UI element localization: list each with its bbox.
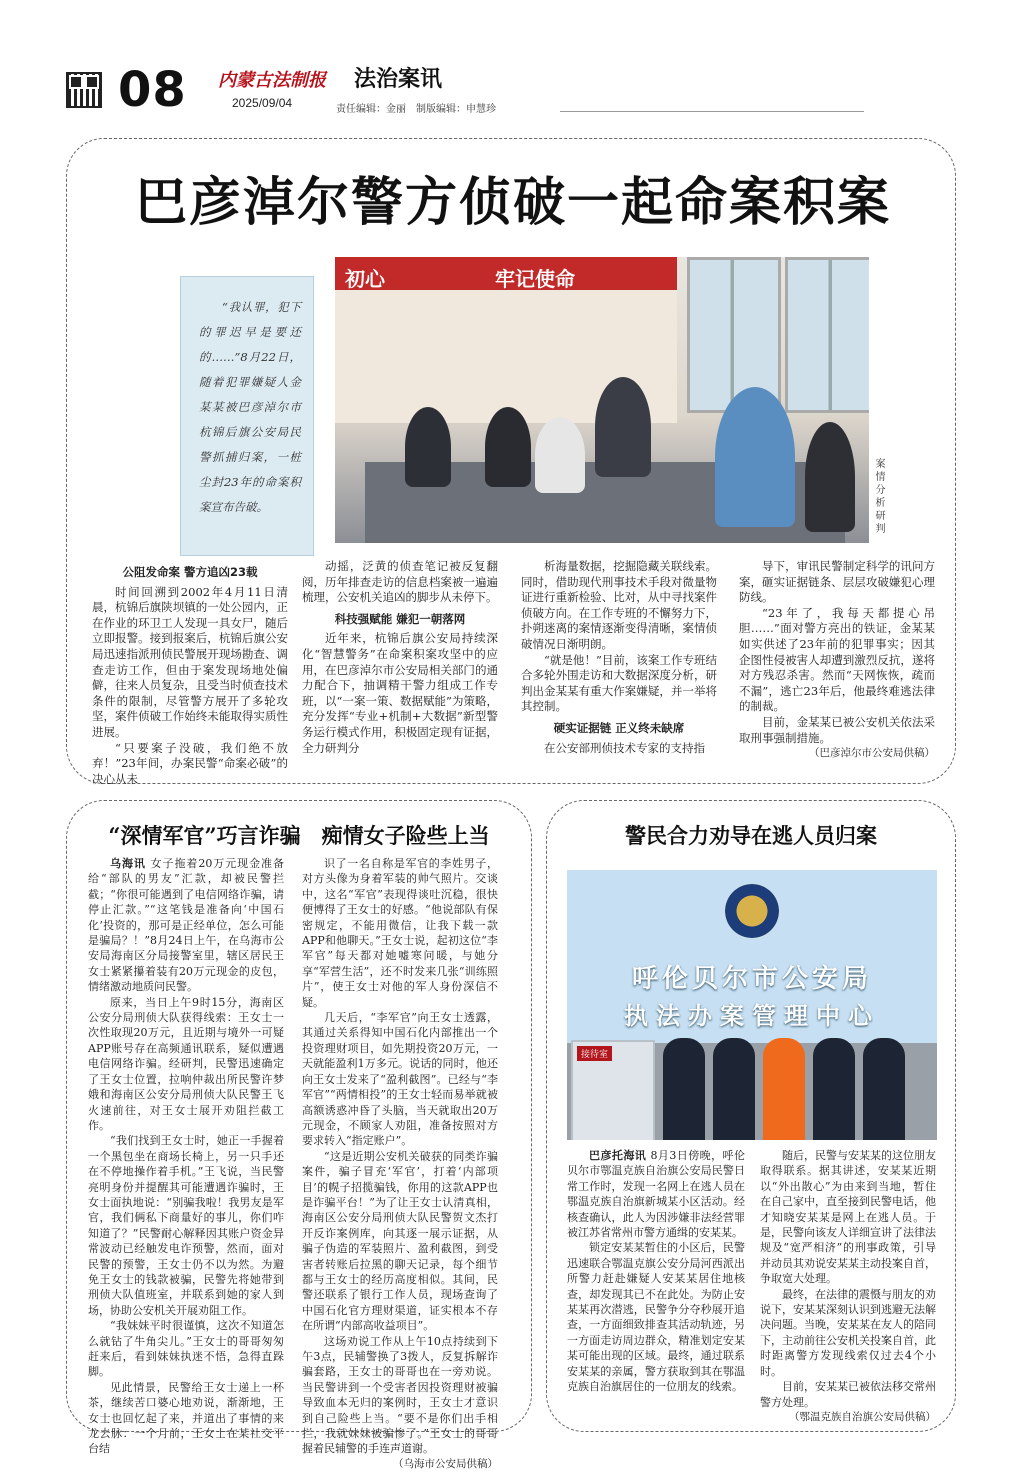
photo-sign-line-1: 呼伦贝尔市公安局 [631, 964, 872, 994]
dateline: 乌海讯 [110, 857, 151, 870]
page-number: 08 [118, 62, 187, 118]
police-emblem-icon [725, 884, 779, 938]
photo-banner-text-1: 初心 [345, 267, 385, 291]
subheading: 科技强赋能 嫌犯一朝落网 [334, 611, 466, 626]
photo-person [535, 417, 585, 493]
header-rule [560, 111, 864, 112]
photo-person [405, 407, 451, 487]
paragraph: 这场劝说工作从上午10点持续到下午3点，民辅警换了3拨人，反复拆解诈骗套路，王女士的哥哥也在一旁劝说。当民警讲到一个受害者因投资理财被骗导致血本无归的案例时，王女士才意识到自己险些上当。“要不是你们出手相拦，我就妹妹被骗惨了。”王女士的哥哥握着民辅警的手连声道谢。 [302, 1334, 498, 1456]
article1-lead: “我认罪，犯下的罪迟早是要还的……”8月22日，随着犯罪嫌疑人金某某被巴彦淖尔市杭锦后旗公安局民警抓捕归案，一桩尘封23年的命案积案宣布告破。 [180, 276, 314, 556]
paragraph: 近年来，杭锦后旗公安局持续深化“智慧警务”在命案积案攻坚中的应用，在巴彦淖尔市公安局相关部门的通力配合下，抽调精干警力组成工作专班，以“一案一策、数据赋能”为策略，充分发挥“专业+机制+大数据”新型警务运行模式作用，积极固定现有证据，全力研判分 [302, 631, 498, 755]
paragraph: 析海量数据，挖掘隐藏关联线索。同时，借助现代刑事技术手段对微量物证进行重新检验、比对，从中寻找案件侦破方向。在工作专班的不懈努力下，扑朔迷离的案情逐渐变得清晰，案情侦破情况日渐明朗。 [521, 559, 717, 651]
subheading: 硬实证据链 正义终未缺席 [553, 720, 685, 735]
issue-date: 2025/09/04 [232, 96, 293, 110]
photo-suspect [763, 1038, 805, 1140]
article2-headline: “深情军官”巧言诈骗 痴情女子险些上当 [108, 823, 490, 848]
photo-door-label: 接待室 [577, 1046, 612, 1061]
photo-person [715, 387, 795, 527]
article1-column-2 [302, 559, 498, 756]
photo-person [485, 407, 531, 487]
paragraph: 在公安部刑侦技术专家的支持指 [544, 740, 705, 755]
article3-photo [567, 870, 937, 1140]
paragraph: 识了一名自称是军官的李姓男子，对方头像为身着军装的帅气照片。交谈中，这名“军官”表现得谈吐沉稳，很快便博得了王女士的好感。“他说部队有保密规定，不能用微信，让我下载一款APP和他聊天。”王女士说，起初这位“李军官”每天都对她嘘寒问暖，与她分享“军营生活”，还不时发来几张“训练照片”，使王女士对他的军人身份深信不疑。 [302, 857, 498, 1009]
source-credit: （乌海市公安局供稿） [393, 1457, 498, 1470]
article3-headline: 警民合力劝导在逃人员归案 [625, 823, 877, 848]
paragraph: 动摇，泛黄的侦查笔记被反复翻阅，历年排查走访的信息档案被一遍遍梳理，公安机关追凶的脚步从未停下。 [302, 559, 498, 605]
article1-photo [335, 257, 869, 543]
article3-column-2 [760, 1148, 936, 1425]
source-credit: （鄂温克族自治旗公安局供稿） [789, 1410, 936, 1423]
photo-sign-line-2: 执法办案管理中心 [624, 1002, 880, 1030]
photo-officer [713, 1038, 755, 1140]
article1-headline: 巴彦淖尔警方侦破一起命案积案 [134, 172, 891, 233]
article1-photo-caption: 案情分析研判 [873, 458, 884, 536]
photo-person [595, 377, 651, 477]
paragraph: 乌海讯 女子拖着20万元现金准备给“部队的男友”汇款，却被民警拦截；“你很可能遇到了电信网络诈骗，请停止汇款。”“这笔钱是准备向‘中国石化’投资的，那可是正经单位，怎么可能是骗局？！”8月24日上午，在乌海市公安局海南区分局接警室里，辖区居民王女士紧紧攥着装有20万元现金的皮包，情绪激动地质问民警。 [88, 857, 284, 994]
paragraph: 导下，审讯民警制定科学的讯问方案，砸实证据链条、层层攻破嫌犯心理防线。 [739, 559, 935, 605]
paragraph: “这是近期公安机关破获的同类诈骗案件，骗子冒充‘军官’，打着‘内部项目’的幌子招揽骗钱，你用的这款APP也是诈骗平台！”为了让王女士认清真相，海南区公安分局刑侦大队民警贺文杰打开反诈案例库，向其逐一展示证据，从骗子伪造的军装照片、盈利截图，到受害者转账后拉黑的聊天记录，每个细节都与王女士的经历高度相似。其间，民警还联系了银行工作人员，现场查询了中国石化官方理财渠道，证实根本不存在所谓“内部高收益项目”。 [302, 1149, 498, 1333]
paragraph: “我妹妹平时很谨慎，这次不知道怎么就钻了牛角尖儿。”王女士的哥哥匆匆赶来后，看到妹妹执迷不悟，急得直跺脚。 [88, 1319, 284, 1379]
article2-column-2 [302, 856, 498, 1472]
photo-banner-text-2: 牢记使命 [495, 267, 575, 291]
paragraph: 见此情景，民警给王女士递上一杯茶，继续苦口婆心地劝说，渐渐地，王女士也回忆起了来，并道出了事情的来龙去脉：一个月前，王女士在某社交平台结 [88, 1380, 284, 1456]
photo-officer [863, 1038, 905, 1140]
paragraph: “只要案子没破，我们绝不放弃！”23年间，办案民警“命案必破”的决心从未 [92, 740, 288, 786]
section-title: 法治案讯 [354, 66, 443, 92]
photo-window [785, 257, 869, 413]
photo-officer [663, 1038, 705, 1140]
dateline: 巴彦托海讯 [589, 1149, 651, 1162]
paragraph: 目前，安某某已被依法移交常州警方处理。 [760, 1380, 936, 1409]
paragraph: 锁定安某某暂住的小区后，民警迅速联合鄂温克旗公安分局河西派出所警力赶赴嫌疑人安某某居住地核查，却发现其已不在此处。为防止安某某再次潜逃，民警争分夺秒展开追查，一方面细致排查其活动轨迹，另一方面走访周边群众，精准划定安某某可能出现的区域。最终，通过联系安某某的亲属，警方获取到其在鄂温克族自治旗居住的一位朋友的线索。 [567, 1241, 745, 1394]
article1-column-1 [92, 559, 288, 787]
paragraph: 时间回溯到2002年4月11日清晨，杭锦后旗陕坝镇的一处公园内，正在作业的环卫工人发现一具女尸，随后立即报警。接到报案后，杭锦后旗公安局迅速指派刑侦民警展开现场勘查、调查走访工作，但由于案发现场地处偏僻，往来人员复杂，且受当时侦查技术条件的限制，尽管警方展开了多轮攻坚，案件侦破工作始终未能取得实质性进展。 [92, 584, 288, 739]
paragraph: 原来，当日上午9时15分，海南区公安分局刑侦大队获得线索：王女士一次性取现20万元，且近期与境外一可疑APP账号存在高频通讯联系，疑似遭遇电信网络诈骗。经研判，民警迅速确定了王女士位置，拉响仲裁出所民警许梦娥和海南区公安分局刑侦大队民警王飞火速前往，对王女士展开劝阻拦截工作。 [88, 995, 284, 1132]
paragraph: “我们找到王女士时，她正一手握着一个黑包坐在商场长椅上，另一只手还在不停地操作着手机。”王飞说，当民警亮明身份并提醒其可能遭遇诈骗时，王女士面执地说：“别骗我啦！我男友是军官，我们俩私下商量好的事儿，你们咋知道了？”民警耐心解释因其账户资金异常波动已经触发电诈预警，然而，面对民警的预警，王女士仍不以为然。为避免王女士的钱款被骗，民警先将她带到刑侦大队值班室，并联系到她的家人到场，协助公安机关开展劝阻工作。 [88, 1134, 284, 1317]
article2-column-1 [88, 856, 284, 1457]
article1-column-4 [739, 559, 935, 762]
photo-person [805, 422, 855, 532]
subheading: 公阻发命案 警方追凶23载 [122, 565, 258, 579]
article3-column-1 [567, 1148, 745, 1395]
newspaper-logo: 内蒙古法制报 [218, 70, 326, 91]
photo-officer [813, 1038, 855, 1140]
paragraph: “就是他！”目前，该案工作专班结合多轮外围走访和大数据深度分析，研判出金某某有重大作案嫌疑，并一举将其控制。 [521, 652, 717, 714]
paragraph: 目前，金某某已被公安机关依法采取刑事强制措施。 [739, 714, 935, 745]
paragraph: 随后，民警与安某某的这位朋友取得联系。据其讲述，安某某近期以“外出散心”为由来到当地，暂住在自己家中，直至接到民警电话，他才知晓安某某是网上在逃人员。于是，民警向该友人详细宣讲了法律法规及“宽严相济”的刑事政策，引导并动员其劝说安某某主动投案自首，争取宽大处理。 [760, 1149, 936, 1286]
editor-credits: 责任编辑：金丽 制版编辑：申慧珍 [336, 104, 496, 115]
source-credit: （巴彦淖尔市公安局供稿） [809, 747, 935, 760]
paragraph: 最终，在法律的震慑与朋友的劝说下，安某某深刻认识到逃避无法解决问题。当晚，安某某在友人的陪同下，主动前往公安机关投案自首，此时距离警方发现线索仅过去4个小时。 [760, 1287, 936, 1378]
paragraph: 巴彦托海讯 8月3日傍晚，呼伦贝尔市鄂温克族自治旗公安局民警日常工作时，发现一名网上在逃人员在鄂温克族自治旗新城某小区活动。经核查确认，此人为因涉嫌非法经营罪被江苏省常州市警方通缉的安某某。 [567, 1149, 745, 1240]
paragraph: “23年了，我每天都提心吊胆……”面对警方亮出的铁证，金某某如实供述了23年前的犯罪事实；因其企图性侵被害人却遭到激烈反抗，遂将对方残忍杀害。然而“天网恢恢，疏而不漏”，逃亡23年后，他最终难逃法律的制裁。 [739, 605, 935, 714]
qr-code-icon [66, 72, 102, 108]
photo-door [571, 1040, 655, 1140]
paragraph: 几天后，“李军官”向王女士透露，其通过关系得知中国石化内部推出一个投资理财项目，如先期投资20万元，一天就能盈利1万多元。说话的同时，他还向王女士发来了“盈利截图”。已经与“李军官”“两情相投”的王女士轻而易举就被高额诱惑冲昏了头脑，当天就取出20万元现金，不顾家人劝阻，准备按照对方要求转入“指定账户”。 [302, 1011, 498, 1148]
article1-column-3 [521, 559, 717, 756]
